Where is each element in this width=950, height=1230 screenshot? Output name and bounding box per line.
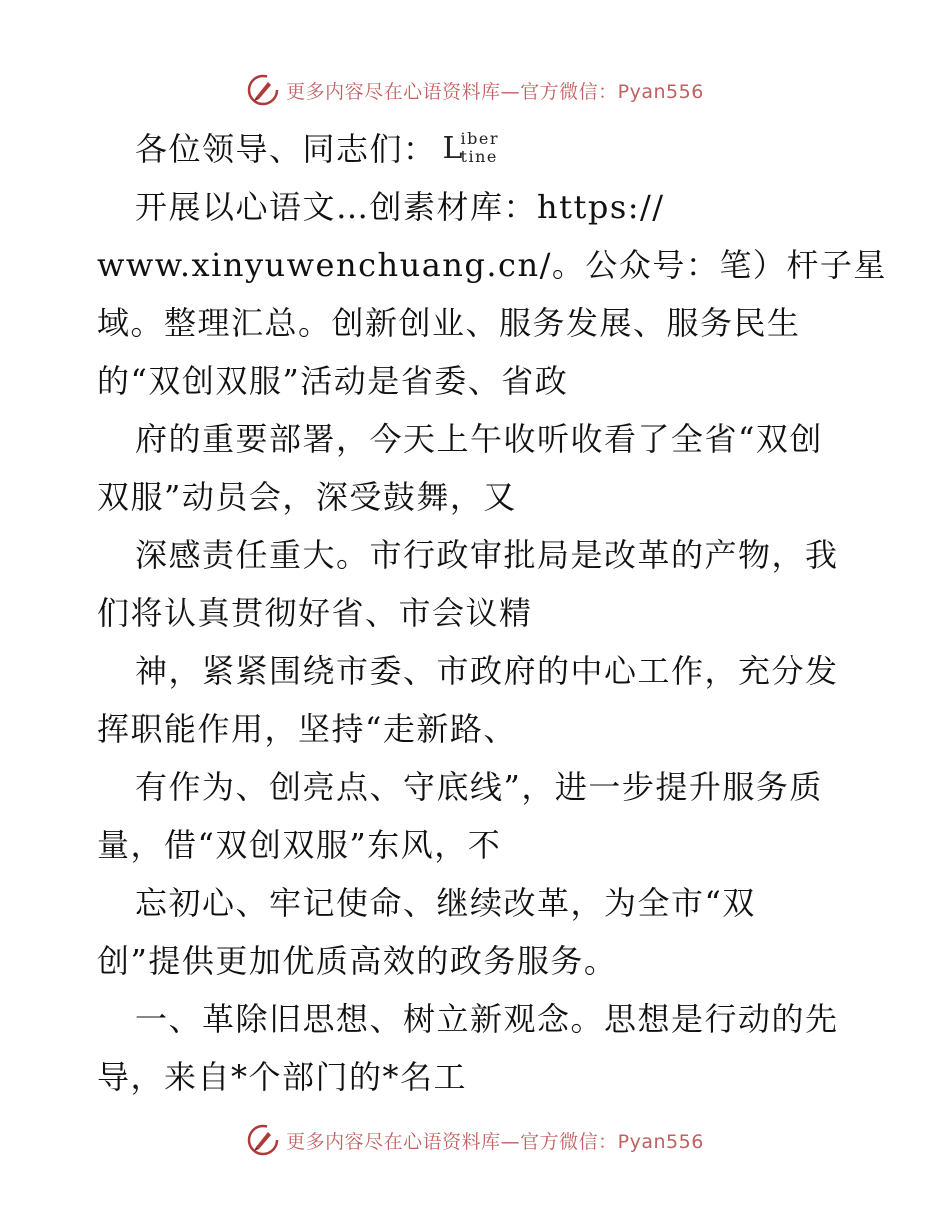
banner-text: 更多内容尽在心语资料库—官方微信：Pyan556: [286, 80, 704, 103]
text-line: [97, 1048, 857, 1106]
pen-logo-icon: [246, 1123, 280, 1157]
line-text: 府的重要部署，今天上午收听收看了全省“双创: [135, 420, 823, 458]
text-line: [97, 352, 857, 410]
text-line: [97, 758, 857, 816]
mark-sup: iber: [460, 128, 499, 148]
line-text: 导，来自*个部门的*名工: [97, 1058, 468, 1096]
line-text: 们将认真贯彻好省、市会议精: [97, 594, 533, 632]
line-text: 的“双创双服”活动是省委、省政: [97, 362, 569, 400]
line-text: 量，借“双创双服”东风，不: [97, 826, 502, 864]
line-text: 深感责任重大。市行政审批局是改革的产物，我: [135, 536, 839, 574]
text-line: [97, 236, 887, 294]
text-line: [97, 584, 857, 642]
line-text: 各位领导、同志们：: [135, 130, 437, 168]
mark-sub: tine: [460, 146, 498, 166]
pen-logo-icon: [246, 73, 280, 107]
wechat-id: Pyan556: [617, 1130, 704, 1153]
libertine-mark: [442, 128, 503, 172]
header-banner: [0, 70, 950, 110]
line-text: 一、革除旧思想、树立新观念。思想是行动的先: [135, 1000, 839, 1038]
line-text: 忘初心、牢记使命、继续改革，为全市“双: [135, 884, 756, 922]
banner-text: 更多内容尽在心语资料库—官方微信：Pyan556: [286, 1130, 704, 1153]
text-line: [97, 700, 857, 758]
text-line: [97, 816, 857, 874]
text-line: [97, 932, 857, 990]
text-line: [97, 468, 857, 526]
line-text: 创”提供更加优质高效的政务服务。: [97, 942, 618, 980]
document-body: [97, 120, 887, 1106]
text-line: [97, 410, 857, 468]
text-line: [97, 642, 857, 700]
text-line: [97, 874, 857, 932]
line-text: www.xinyuwenchuang.cn/。公众号：笔）杆子星: [97, 246, 887, 284]
wechat-id: Pyan556: [617, 80, 704, 103]
line-text: 神，紧紧围绕市委、市政府的中心工作，充分发: [135, 652, 839, 690]
text-line: [97, 990, 857, 1048]
footer-banner: [0, 1120, 950, 1160]
text-line: [97, 178, 857, 236]
line-text: 开展以心语文…创素材库：https://: [135, 188, 665, 226]
text-line: [97, 294, 857, 352]
line-text: 挥职能作用，坚持“走新路、: [97, 710, 517, 748]
line-text: 双服”动员会，深受鼓舞，又: [97, 478, 517, 516]
text-line: [97, 120, 857, 178]
line-text: 域。整理汇总。创新创业、服务发展、服务民生: [97, 304, 801, 342]
text-line: [97, 526, 857, 584]
mark-big: L: [442, 130, 464, 166]
line-text: 有作为、创亮点、守底线”，进一步提升服务质: [135, 768, 823, 806]
